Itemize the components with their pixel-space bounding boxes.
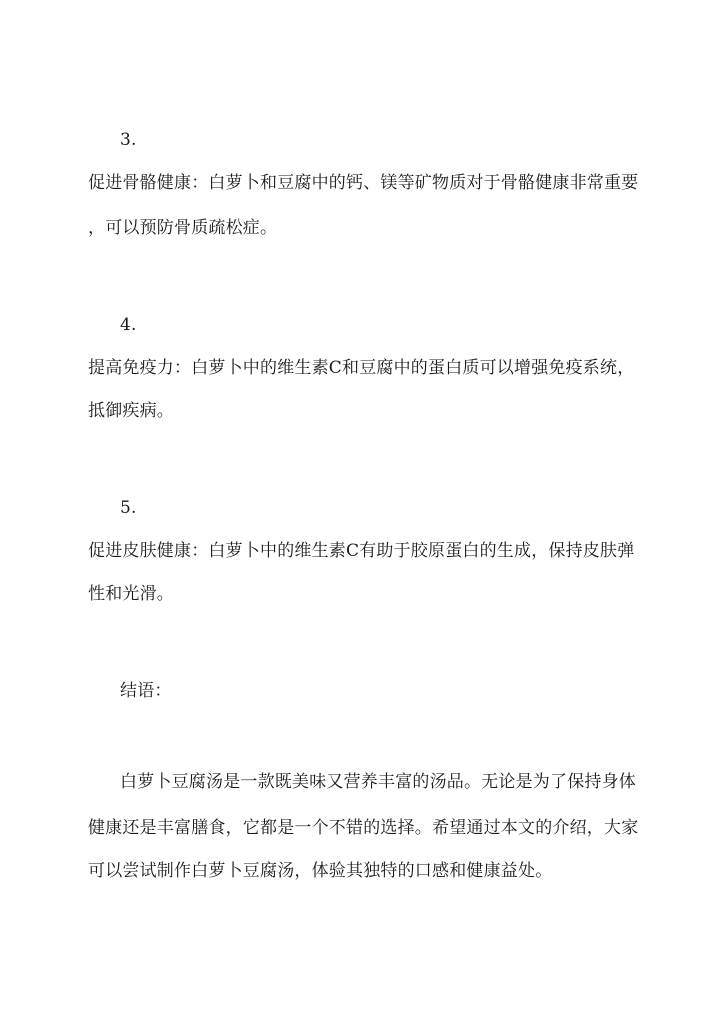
list-number: 5. [120, 498, 137, 518]
paragraph-line: ，可以预防骨质疏松症。 [88, 218, 278, 238]
paragraph-line: 白萝卜豆腐汤是一款既美味又营养丰富的汤品。无论是为了保持身体 [120, 772, 636, 792]
paragraph-line: 促进骨骼健康：白萝卜和豆腐中的钙、镁等矿物质对于骨骼健康非常重要 [88, 173, 639, 193]
paragraph-line: 抵御疾病。 [88, 401, 174, 421]
paragraph-line: 促进皮肤健康：白萝卜中的维生素C有助于胶原蛋白的生成，保持皮肤弹 [88, 541, 635, 561]
paragraph-line: 性和光滑。 [88, 584, 174, 604]
paragraph-line: 健康还是丰富膳食，它都是一个不错的选择。希望通过本文的介绍，大家 [88, 818, 639, 838]
section-heading: 结语： [120, 681, 172, 701]
paragraph-line: 提高免疫力：白萝卜中的维生素C和豆腐中的蛋白质可以增强免疫系统， [88, 358, 635, 378]
paragraph-line: 可以尝试制作白萝卜豆腐汤，体验其独特的口感和健康益处。 [88, 861, 553, 881]
list-number: 3. [120, 130, 137, 150]
list-number: 4. [120, 315, 137, 335]
